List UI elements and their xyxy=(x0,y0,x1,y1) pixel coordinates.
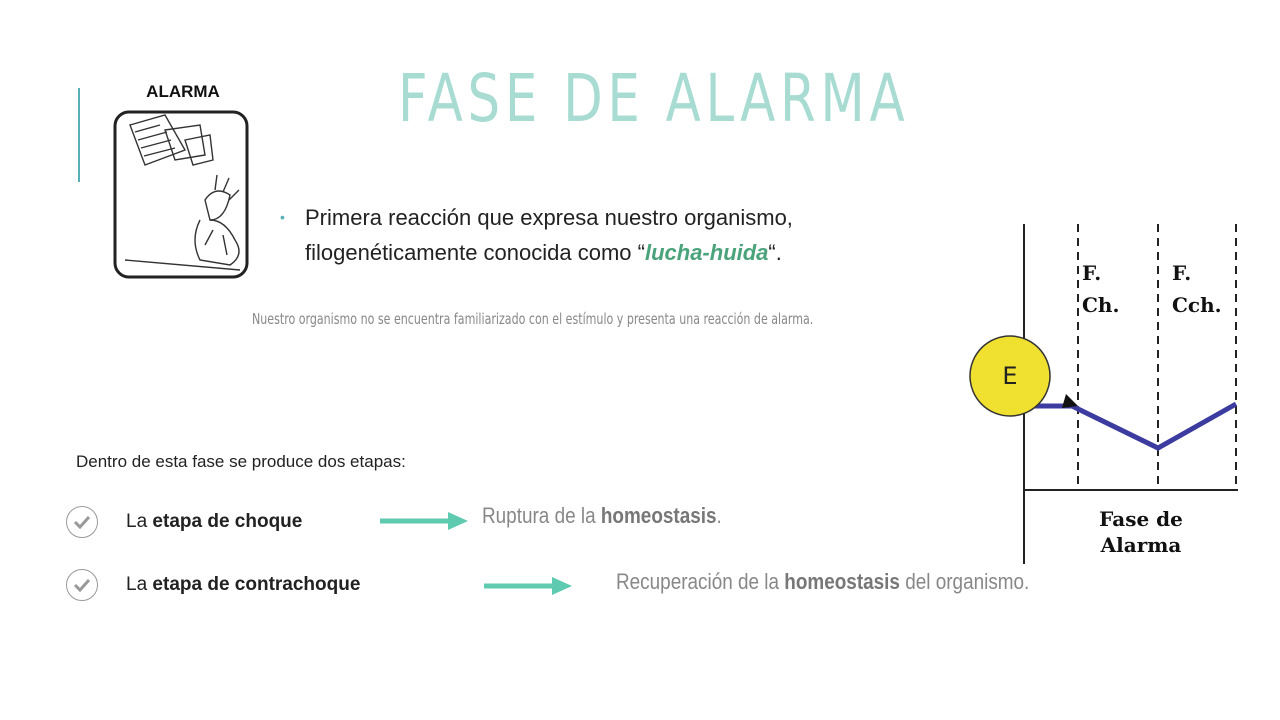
check-icon xyxy=(66,569,98,601)
stage-result-contrachoque: Recuperación de la homeostasis del organismo. xyxy=(616,569,1030,594)
page-title: FASE DE ALARMA xyxy=(398,60,910,137)
stage-result-choque: Ruptura de la homeostasis. xyxy=(482,503,722,528)
arrow-right-icon xyxy=(378,506,470,536)
svg-text:F.: F. xyxy=(1172,261,1192,285)
accent-bar xyxy=(78,88,80,182)
bullet-text: Primera reacción que expresa nuestro organismo, filogenéticamente conocida como “lucha-huida“. xyxy=(305,205,793,265)
stages-intro: Dentro de esta fase se produce dos etapas: xyxy=(76,452,406,471)
svg-text:Cch.: Cch. xyxy=(1172,293,1222,317)
svg-text:Ch.: Ch. xyxy=(1082,293,1120,317)
caption: Nuestro organismo no se encuentra familiarizado con el estímulo y presenta una reacción de alarma. xyxy=(252,310,814,328)
svg-text:F.: F. xyxy=(1082,261,1102,285)
bullet-dot-icon: • xyxy=(280,209,285,225)
bullet-point xyxy=(280,200,960,270)
stage-row-contrachoque xyxy=(66,569,360,601)
arrow-right-icon xyxy=(482,571,574,601)
alarm-cartoon-image xyxy=(105,70,260,295)
svg-text:E: E xyxy=(1002,362,1018,390)
bullet-emphasis: lucha-huida xyxy=(644,240,769,265)
svg-text:Fase de: Fase de xyxy=(1099,507,1183,531)
svg-text:Alarma: Alarma xyxy=(1100,533,1182,557)
stage-label: La etapa de choque xyxy=(126,511,303,532)
stage-row-choque xyxy=(66,506,302,538)
stage-label: La etapa de contrachoque xyxy=(126,574,361,595)
alarm-phase-diagram xyxy=(958,224,1238,564)
cartoon-label: ALARMA xyxy=(146,82,220,101)
check-icon xyxy=(66,506,98,538)
